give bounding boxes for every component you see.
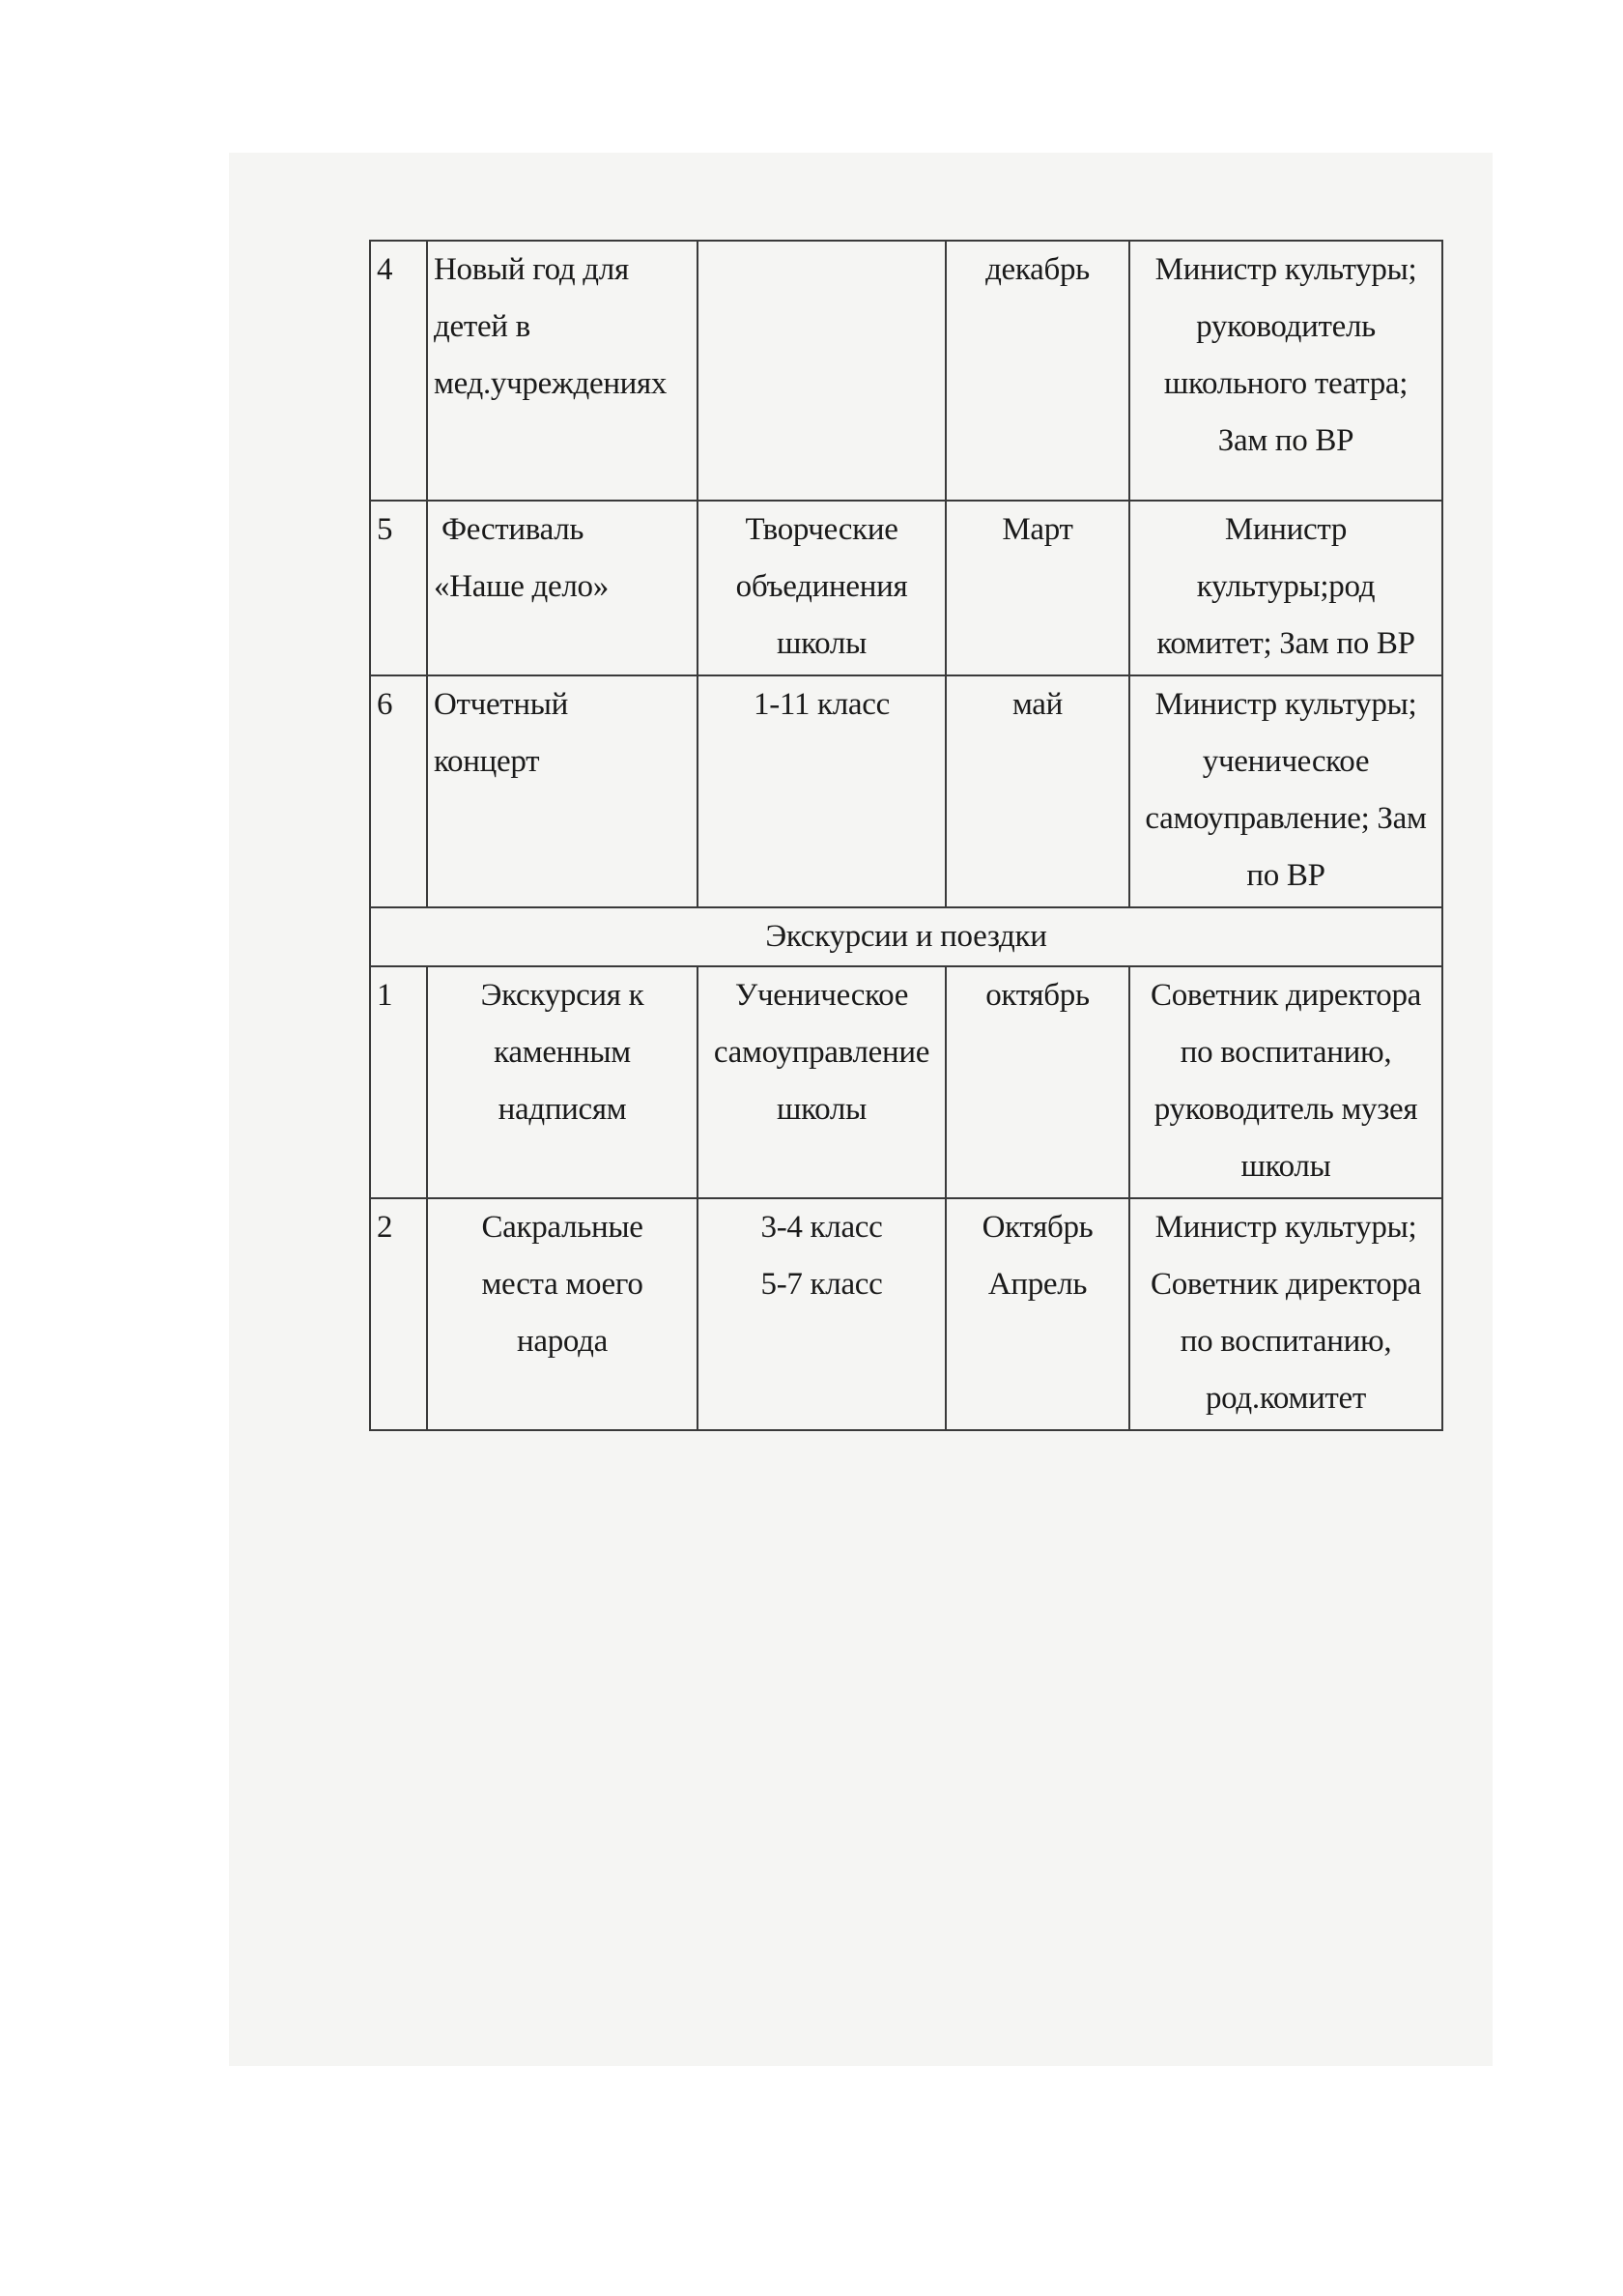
- responsible-line: Советник директора: [1151, 978, 1421, 1013]
- date-cell: [946, 675, 1129, 907]
- table-row: [370, 1198, 1442, 1430]
- event-line: надписям: [498, 1092, 627, 1127]
- event-line: Отчетный: [434, 687, 569, 722]
- event-cell: [427, 675, 698, 907]
- responsible-line: Министр культуры;: [1154, 1210, 1417, 1245]
- date-line: октябрь: [985, 978, 1090, 1013]
- event-line: Сакральные: [481, 1210, 643, 1245]
- table-row: [370, 501, 1442, 675]
- event-line: Экскурсия к: [480, 978, 644, 1013]
- date-cell: [946, 501, 1129, 675]
- responsible-cell: [1129, 1198, 1442, 1430]
- table-row: [370, 675, 1442, 907]
- event-line: детей в: [434, 309, 530, 344]
- event-cell: [427, 501, 698, 675]
- participants-line: объединения: [735, 569, 908, 604]
- table-row: [370, 966, 1442, 1198]
- row-number: 5: [377, 512, 393, 547]
- responsible-line: школы: [1240, 1149, 1331, 1184]
- event-line: места моего: [481, 1267, 643, 1302]
- row-number-cell: [370, 675, 427, 907]
- participants-line: Творческие: [745, 512, 898, 547]
- responsible-line: культуры;род: [1196, 569, 1376, 604]
- row-number: 1: [377, 978, 393, 1013]
- date-line: декабрь: [985, 252, 1090, 287]
- row-number-cell: [370, 966, 427, 1198]
- responsible-line: Министр культуры;: [1154, 252, 1417, 287]
- event-cell: [427, 241, 698, 501]
- participants-line: школы: [777, 626, 867, 661]
- participants-cell: [698, 241, 946, 501]
- date-line: Октябрь: [982, 1210, 1094, 1245]
- row-number: 6: [377, 687, 393, 722]
- date-line: Апрель: [987, 1267, 1088, 1302]
- responsible-line: по воспитанию,: [1180, 1324, 1392, 1359]
- responsible-line: Советник директора: [1151, 1267, 1421, 1302]
- participants-cell: [698, 675, 946, 907]
- responsible-line: по воспитанию,: [1180, 1035, 1392, 1070]
- event-line: мед.учреждениях: [434, 366, 668, 401]
- date-cell: [946, 1198, 1129, 1430]
- row-number-cell: [370, 1198, 427, 1430]
- responsible-line: род.комитет: [1205, 1381, 1367, 1416]
- date-line: Март: [1002, 512, 1073, 547]
- section-title: Экскурсии и поездки: [370, 907, 1442, 966]
- event-line: Новый год для: [434, 252, 629, 287]
- responsible-line: по ВР: [1246, 858, 1325, 893]
- date-line: май: [1011, 687, 1064, 722]
- row-number-cell: [370, 241, 427, 501]
- responsible-line: руководитель: [1196, 309, 1376, 344]
- event-line: каменным: [494, 1035, 631, 1070]
- participants-cell: [698, 501, 946, 675]
- participants-line: 5-7 класс: [760, 1267, 883, 1302]
- event-line: «Наше дело»: [434, 569, 609, 604]
- date-cell: [946, 966, 1129, 1198]
- participants-cell: [698, 1198, 946, 1430]
- date-cell: [946, 241, 1129, 501]
- table-row: [370, 241, 1442, 501]
- section-row: [370, 907, 1442, 966]
- participants-line: школы: [777, 1092, 867, 1127]
- event-cell: [427, 1198, 698, 1430]
- responsible-line: Министр культуры;: [1154, 687, 1417, 722]
- participants-cell: [698, 966, 946, 1198]
- responsible-line: ученическое: [1202, 744, 1370, 779]
- event-cell: [427, 966, 698, 1198]
- participants-line: самоуправление: [713, 1035, 930, 1070]
- responsible-line: школьного театра;: [1163, 366, 1409, 401]
- responsible-line: самоуправление; Зам: [1145, 801, 1427, 836]
- participants-line: Ученическое: [734, 978, 909, 1013]
- event-line: концерт: [434, 744, 540, 779]
- event-line: Фестиваль: [434, 512, 584, 547]
- responsible-cell: [1129, 241, 1442, 501]
- responsible-line: Министр: [1224, 512, 1348, 547]
- responsible-line: Зам по ВР: [1217, 423, 1354, 458]
- participants-line: 1-11 класс: [754, 687, 890, 722]
- row-number: 4: [377, 252, 393, 287]
- row-number: 2: [377, 1210, 393, 1245]
- responsible-cell: [1129, 501, 1442, 675]
- responsible-line: руководитель музея: [1153, 1092, 1418, 1127]
- row-number-cell: [370, 501, 427, 675]
- responsible-line: комитет; Зам по ВР: [1156, 626, 1415, 661]
- responsible-cell: [1129, 675, 1442, 907]
- participants-line: 3-4 класс: [760, 1210, 883, 1245]
- responsible-cell: [1129, 966, 1442, 1198]
- events-table: [369, 240, 1443, 1431]
- event-line: народа: [517, 1324, 608, 1359]
